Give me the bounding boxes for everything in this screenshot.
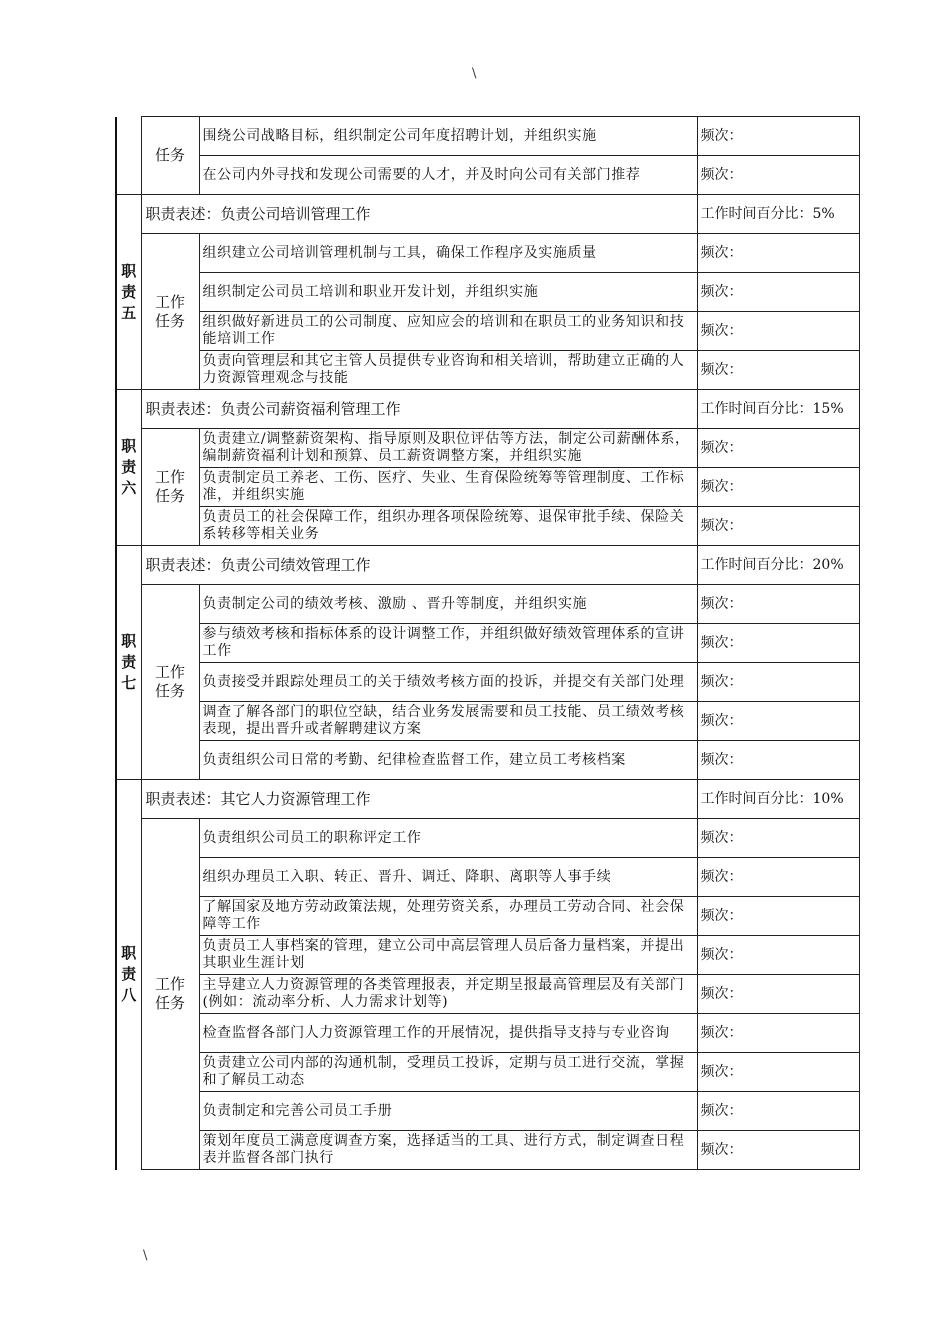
task-description: 负责制定员工养老、工伤、医疗、失业、生育保险统筹等管理制度、工作标准，并组织实施 [199,468,697,507]
duty-title-cell [116,780,141,1170]
task-label [141,819,199,1170]
frequency-cell: 频次： [697,351,859,390]
frequency-cell: 频次： [697,663,859,702]
task-description: 负责向管理层和其它主管人员提供专业咨询和相关培训，帮助建立正确的人力资源管理观念与技能 [199,351,697,390]
task-row [116,1014,859,1053]
task-row [116,1131,859,1170]
frequency-cell: 频次： [697,273,859,312]
page-mark-top: \ [472,66,477,81]
task-label [141,234,199,390]
task-description: 负责制定和完善公司员工手册 [199,1092,697,1131]
page-mark-bottom: \ [143,1248,148,1263]
frequency-cell: 频次： [697,1053,859,1092]
task-label-text: 工作任务 [154,468,185,505]
task-description: 负责建立/调整薪资架构、指导原则及职位评估等方法，制定公司薪酬体系，编制薪资福利计划和预算、员工薪资调整方案，并组织实施 [199,429,697,468]
frequency-cell: 频次： [697,468,859,507]
task-label-text: 工作任务 [154,292,185,330]
task-description: 负责组织公司员工的职称评定工作 [199,819,697,858]
frequency-cell: 频次： [697,585,859,624]
task-row [116,819,859,858]
duty-summary: 职责表述：负责公司薪资福利管理工作 [141,390,697,429]
frequency-cell: 频次： [697,624,859,663]
task-row [116,975,859,1014]
task-row [116,741,859,780]
task-description: 组织建立公司培训管理机制与工具，确保工作程序及实施质量 [199,234,697,273]
task-row [116,429,859,468]
task-row [116,663,859,702]
duty-title-cell [116,390,141,546]
duty-summary-row [116,390,859,429]
frequency-cell: 频次： [697,702,859,741]
task-row [116,1053,859,1092]
task-description: 参与绩效考核和指标体系的设计调整工作，并组织做好绩效管理体系的宣讲工作 [199,624,697,663]
task-row [116,156,859,195]
frequency-cell: 频次： [697,312,859,351]
task-row [116,897,859,936]
task-label-text: 工作任务 [154,663,185,700]
duty-title-cell [116,546,141,780]
task-description: 负责制定公司的绩效考核、激励 、晋升等制度，并组织实施 [199,585,697,624]
task-label [141,117,199,195]
frequency-cell: 频次： [697,234,859,273]
task-description: 负责员工的社会保障工作，组织办理各项保险统筹、退保审批手续、保险关系转移等相关业务 [199,507,697,546]
duty-summary-row [116,546,859,585]
task-description: 负责组织公司日常的考勤、纪律检查监督工作，建立员工考核档案 [199,741,697,780]
duty-title-cell [116,195,141,390]
duty-summary: 职责表述：其它人力资源管理工作 [141,780,697,819]
work-time-percent: 工作时间百分比：20% [697,546,859,585]
task-row [116,312,859,351]
task-description: 检查监督各部门人力资源管理工作的开展情况，提供指导支持与专业咨询 [199,1014,697,1053]
task-description: 了解国家及地方劳动政策法规，处理劳资关系，办理员工劳动合同、社会保障等工作 [199,897,697,936]
frequency-cell: 频次： [697,1092,859,1131]
task-row [116,936,859,975]
work-time-percent: 工作时间百分比：5% [697,195,859,234]
duty-summary-row [116,780,859,819]
duty-summary: 职责表述：负责公司绩效管理工作 [141,546,697,585]
duty-title: 职责六 [121,437,137,497]
task-description: 策划年度员工满意度调查方案，选择适当的工具、进行方式，制定调查日程表并监督各部门执行 [199,1131,697,1170]
task-description: 负责接受并跟踪处理员工的关于绩效考核方面的投诉，并提交有关部门处理 [199,663,697,702]
task-row [116,585,859,624]
task-description: 负责员工人事档案的管理，建立公司中高层管理人员后备力量档案，并提出其职业生涯计划 [199,936,697,975]
duty-table [115,116,860,1170]
task-description: 主导建立人力资源管理的各类管理报表，并定期呈报最高管理层及有关部门(例如：流动率分析、人力需求计划等) [199,975,697,1014]
frequency-cell: 频次： [697,1014,859,1053]
work-time-percent: 工作时间百分比：15% [697,390,859,429]
task-label-text: 工作任务 [154,975,185,1012]
task-row [116,351,859,390]
task-row [116,507,859,546]
frequency-cell: 频次： [697,507,859,546]
work-time-percent: 工作时间百分比：10% [697,780,859,819]
task-label [141,429,199,546]
task-description: 围绕公司战略目标，组织制定公司年度招聘计划，并组织实施 [199,117,697,156]
task-description: 调查了解各部门的职位空缺，结合业务发展需要和员工技能、员工绩效考核表现，提出晋升或者解聘建议方案 [199,702,697,741]
frequency-cell: 频次： [697,429,859,468]
duty-title: 职责五 [121,261,137,322]
task-row [116,1092,859,1131]
frequency-cell: 频次： [697,975,859,1014]
duty-cell-continued [116,117,141,195]
task-row [116,234,859,273]
duty-summary-row [116,195,859,234]
duty-summary: 职责表述：负责公司培训管理工作 [141,195,697,234]
frequency-cell: 频次： [697,117,859,156]
task-description: 在公司内外寻找和发现公司需要的人才，并及时向公司有关部门推荐 [199,156,697,195]
task-label-text: 任务 [154,146,185,164]
frequency-cell: 频次： [697,156,859,195]
frequency-cell: 频次： [697,819,859,858]
task-description: 组织做好新进员工的公司制度、应知应会的培训和在职员工的业务知识和技能培训工作 [199,312,697,351]
frequency-cell: 频次： [697,1131,859,1170]
task-row [116,702,859,741]
task-row [116,624,859,663]
frequency-cell: 频次： [697,741,859,780]
task-row [116,858,859,897]
frequency-cell: 频次： [697,936,859,975]
task-label [141,585,199,780]
frequency-cell: 频次： [697,858,859,897]
task-row [116,117,859,156]
duty-title: 职责七 [121,632,137,692]
frequency-cell: 频次： [697,897,859,936]
task-row [116,468,859,507]
task-description: 组织制定公司员工培训和职业开发计划，并组织实施 [199,273,697,312]
task-description: 负责建立公司内部的沟通机制，受理员工投诉，定期与员工进行交流，掌握和了解员工动态 [199,1053,697,1092]
duty-title: 职责八 [121,944,137,1005]
task-description: 组织办理员工入职、转正、晋升、调迁、降职、离职等人事手续 [199,858,697,897]
task-row [116,273,859,312]
